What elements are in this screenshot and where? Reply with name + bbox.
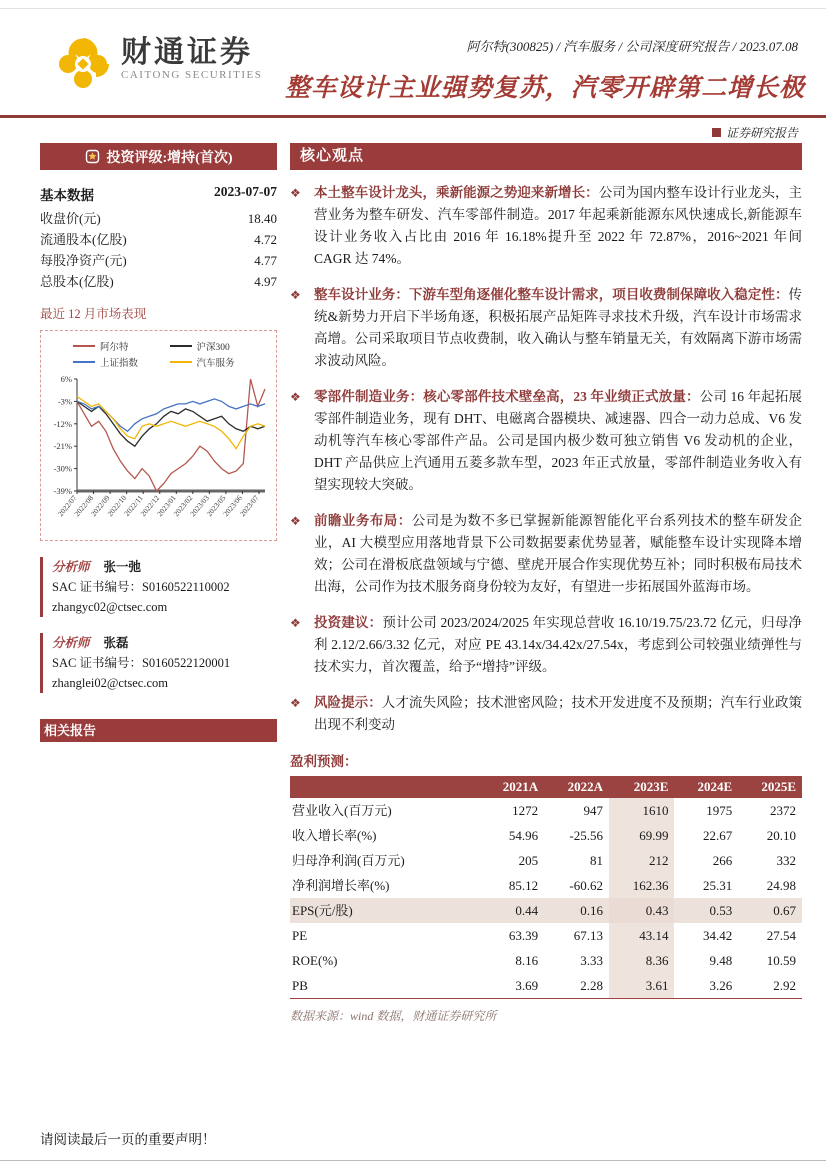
analyst-email[interactable]: zhanglei02@ctsec.com <box>52 676 168 690</box>
forecast-col-header: 2024E <box>674 776 738 798</box>
rating-banner-label: 投资评级:增持(首次) <box>106 150 233 166</box>
table-row <box>290 898 802 923</box>
core-view-lead: 整车设计业务：下游车型角逐催化整车设计需求，项目收费制保障收入稳定性： <box>314 287 789 302</box>
svg-text:2022/10: 2022/10 <box>105 493 129 519</box>
svg-text:2022/11: 2022/11 <box>122 493 145 518</box>
svg-text:2023/07: 2023/07 <box>237 493 261 519</box>
table-cell: 212 <box>609 848 674 873</box>
table-cell: 63.39 <box>508 928 539 943</box>
core-view-text <box>314 386 802 496</box>
caitong-logo-icon <box>55 36 111 97</box>
line-chart <box>45 373 270 533</box>
legend-swatch <box>170 361 192 363</box>
table-cell: 332 <box>776 853 796 868</box>
table-cell: -25.56 <box>569 828 603 843</box>
table-cell: 8.36 <box>609 948 674 973</box>
analyst-block <box>40 633 277 693</box>
market-performance-chart <box>40 330 277 541</box>
table-cell: 162.36 <box>609 873 674 898</box>
page-top-rule <box>0 8 826 9</box>
table-cell: 0.16 <box>544 898 609 923</box>
table-cell: 3.69 <box>515 978 539 993</box>
bullet-diamond-icon: ❖ <box>290 696 301 710</box>
table-cell: 收入增长率(%) <box>292 828 377 843</box>
svg-text:2023/02: 2023/02 <box>171 493 195 519</box>
analyst-name: 张一弛 <box>103 560 142 574</box>
table-cell: 1610 <box>609 798 674 823</box>
related-reports-banner: 相关报告 <box>40 719 277 742</box>
logo-zh-text: 财通证券 <box>121 36 253 69</box>
forecast-table <box>290 776 802 999</box>
basic-data-value: 4.72 <box>254 232 277 247</box>
table-cell: 3.26 <box>709 978 733 993</box>
svg-text:2023/01: 2023/01 <box>155 493 178 519</box>
basic-data-label: 流通股本(亿股) <box>40 232 127 247</box>
svg-text:2022/09: 2022/09 <box>88 493 112 519</box>
legend-label: 汽车服务 <box>196 359 235 369</box>
svg-text:2023/05: 2023/05 <box>204 493 228 519</box>
svg-text:2022/12: 2022/12 <box>138 493 162 519</box>
basic-data-row <box>40 208 277 229</box>
legend-label: 阿尔特 <box>100 343 129 353</box>
table-cell: 8.16 <box>515 953 539 968</box>
analyst-role-label: 分析师 <box>52 636 90 650</box>
table-row <box>290 973 802 999</box>
core-view-text <box>314 182 802 270</box>
svg-text:-30%: -30% <box>53 463 72 474</box>
core-view-lead: 风险提示： <box>314 695 382 710</box>
core-view-item <box>290 510 802 598</box>
legend-item <box>73 355 166 369</box>
table-row <box>290 948 802 973</box>
company-logo <box>55 36 262 97</box>
table-cell: 1272 <box>512 803 539 818</box>
analyst-email[interactable]: zhangyc02@ctsec.com <box>52 600 168 614</box>
core-view-item <box>290 284 802 372</box>
series-上证指数 <box>77 399 265 431</box>
table-cell: 85.12 <box>508 878 539 893</box>
table-cell: 266 <box>712 853 733 868</box>
basic-data-value: 4.77 <box>254 253 277 268</box>
table-cell: -60.62 <box>569 878 603 893</box>
analyst-sac-number: SAC 证书编号：S0160522110002 <box>52 580 230 594</box>
main-column <box>290 143 802 1024</box>
rating-banner <box>40 143 277 170</box>
core-view-item <box>290 612 802 678</box>
basic-data-date: 2023-07-07 <box>214 184 277 199</box>
basic-data-rows <box>40 208 277 292</box>
analyst-name-line <box>52 633 277 653</box>
analyst-block <box>40 557 277 617</box>
table-row <box>290 873 802 898</box>
basic-data-value: 4.97 <box>254 274 277 289</box>
forecast-title: 盈利预测： <box>290 754 358 769</box>
table-cell: 2.92 <box>773 978 796 993</box>
chart-legend <box>45 337 272 373</box>
table-cell: 营业收入(百万元) <box>292 803 392 818</box>
core-views-banner: 核心观点 <box>290 143 802 170</box>
table-cell: PB <box>292 978 308 993</box>
core-view-lead: 本土整车设计龙头，乘新能源之势迎来新增长： <box>314 185 599 200</box>
report-tag-label: 证券研究报告 <box>725 126 798 140</box>
analyst-name-line <box>52 557 277 577</box>
core-view-text <box>314 284 802 372</box>
table-cell: EPS(元/股) <box>290 898 479 923</box>
table-source-note: 数据来源：wind 数据，财通证券研究所 <box>290 1009 497 1023</box>
analyst-sac-number: SAC 证书编号：S0160522120001 <box>52 656 231 670</box>
table-cell: 205 <box>518 853 539 868</box>
basic-data-label: 收盘价(元) <box>40 211 101 226</box>
table-cell: 25.31 <box>702 878 733 893</box>
report-tag-square-icon <box>712 128 721 137</box>
table-cell: 0.43 <box>609 898 674 923</box>
analyst-role-label: 分析师 <box>52 560 90 574</box>
table-cell: 24.98 <box>766 878 796 893</box>
table-cell: 净利润增长率(%) <box>292 878 390 893</box>
table-cell: PE <box>292 928 308 943</box>
table-cell: 67.13 <box>573 928 603 943</box>
forecast-col-header <box>290 776 479 798</box>
table-cell: 0.53 <box>674 898 738 923</box>
table-cell: 10.59 <box>766 953 796 968</box>
bullet-diamond-icon: ❖ <box>290 616 301 630</box>
core-view-item <box>290 182 802 270</box>
legend-item <box>170 339 263 353</box>
report-type-tag <box>712 124 798 141</box>
core-view-lead: 投资建议： <box>314 615 383 630</box>
basic-data-block <box>40 184 277 292</box>
core-view-item <box>290 386 802 496</box>
header-divider <box>0 115 826 118</box>
core-view-item <box>290 692 802 736</box>
table-cell: 3.61 <box>609 973 674 999</box>
svg-text:2022/07: 2022/07 <box>55 493 79 519</box>
core-view-body: 公司为国内整车设计行业龙头，主营业务为整车研发、汽车零部件制造。2017 年起乘新能源东风快速成长,新能源车设计业务收入占比由 2016 年 16.18%提升至 2022 年 72.87%，2016~2021 年间 CAGR 达 74%。 <box>314 185 803 266</box>
core-view-text <box>314 510 802 598</box>
table-cell: 69.99 <box>609 823 674 848</box>
svg-text:-12%: -12% <box>53 418 72 429</box>
legend-swatch <box>170 345 192 347</box>
table-cell: 3.33 <box>580 953 603 968</box>
core-view-lead: 前瞻业务布局： <box>314 513 412 528</box>
table-cell: 0.44 <box>479 898 544 923</box>
basic-data-row <box>40 250 277 271</box>
table-cell: 43.14 <box>609 923 674 948</box>
svg-text:-3%: -3% <box>57 396 72 407</box>
forecast-col-header: 2023E <box>609 776 674 798</box>
svg-text:2022/08: 2022/08 <box>72 493 96 519</box>
table-row <box>290 823 802 848</box>
table-cell: 34.42 <box>702 928 733 943</box>
svg-text:6%: 6% <box>60 374 72 384</box>
table-cell: 947 <box>583 803 603 818</box>
table-cell: 0.67 <box>738 898 802 923</box>
analyst-name: 张磊 <box>103 636 129 650</box>
legend-swatch <box>73 345 95 347</box>
table-cell: 27.54 <box>766 928 796 943</box>
table-cell: 2372 <box>770 803 796 818</box>
report-title: 整车设计主业强势复苏，汽零开辟第二增长极 <box>285 75 806 102</box>
basic-data-row <box>40 271 277 292</box>
basic-data-row <box>40 229 277 250</box>
basic-data-title: 基本数据 <box>40 188 94 203</box>
table-cell: 81 <box>589 853 603 868</box>
series-阿尔特 <box>77 379 265 491</box>
basic-data-label: 每股净资产(元) <box>40 253 127 268</box>
core-view-lead: 零部件制造业务：核心零部件技术壁垒高，23 年业绩正式放量： <box>314 389 700 404</box>
page-bottom-rule <box>0 1160 826 1161</box>
svg-text:-39%: -39% <box>53 486 72 496</box>
core-view-body: 预计公司 2023/2024/2025 年实现总营收 16.10/19.75/23.72 亿元，归母净利 2.12/2.66/3.32 亿元，对应 PE 43.14x/34.42x/27.54x，考虑到公司较强业绩弹性与技术实力，首次覆盖，给予“增持”评级。 <box>314 615 802 674</box>
core-view-body: 人才流失风险；技术泄密风险；技术开发进度不及预期；汽车行业政策出现不利变动 <box>314 695 803 732</box>
core-views-list <box>290 182 802 736</box>
svg-text:2023/06: 2023/06 <box>221 493 244 519</box>
core-view-text <box>314 692 802 736</box>
table-cell: 54.96 <box>508 828 539 843</box>
table-cell: 20.10 <box>766 828 796 843</box>
basic-data-label: 总股本(亿股) <box>40 274 114 289</box>
legend-label: 沪深300 <box>196 343 230 353</box>
legend-item <box>73 339 166 353</box>
legend-label: 上证指数 <box>100 359 139 369</box>
bullet-diamond-icon: ❖ <box>290 390 301 404</box>
table-cell: 22.67 <box>702 828 733 843</box>
table-cell: 归母净利润(百万元) <box>292 853 405 868</box>
core-view-text <box>314 612 802 678</box>
table-cell: 2.28 <box>580 978 603 993</box>
market-performance-title: 最近 12 月市场表现 <box>40 307 147 321</box>
svg-text:2023/03: 2023/03 <box>188 493 211 519</box>
forecast-table-header <box>290 776 802 798</box>
sidebar <box>40 143 277 742</box>
core-view-body: 公司 16 年起拓展零部件制造业务，现有 DHT、电磁离合器模块、减速器、四合一动力总成、V6 发动机等汽车核心零部件产品。公司是国内极少数可独立销售 V6 发动机的企业，DHT 产品供应上汽通用五菱多款车型，2023 年正式放量，零部件制造业务收入有望实现较大突破。 <box>314 389 803 492</box>
footer-disclaimer: 请阅读最后一页的重要声明！ <box>40 1132 216 1147</box>
table-row <box>290 848 802 873</box>
table-row <box>290 923 802 948</box>
bullet-diamond-icon: ❖ <box>290 514 301 528</box>
bullet-diamond-icon: ❖ <box>290 288 301 302</box>
table-cell: ROE(%) <box>292 953 338 968</box>
logo-en-text: CAITONG SECURITIES <box>121 69 263 81</box>
rating-badge-icon <box>85 149 100 164</box>
legend-swatch <box>73 361 95 363</box>
forecast-col-header: 2025E <box>738 776 802 798</box>
table-row <box>290 798 802 823</box>
core-view-body: 传统&新势力开启下半场角逐，积极拓展产品矩阵寻求技术升级，汽车设计市场需求高增。公司采取项目节点收费制，收入确认与整车销量无关，有效隔离下游市场需求波动风险。 <box>314 287 802 368</box>
bullet-diamond-icon: ❖ <box>290 186 301 200</box>
legend-item <box>170 355 263 369</box>
table-cell: 9.48 <box>709 953 733 968</box>
core-view-body: 公司是为数不多已掌握新能源智能化平台系列技术的整车研发企业，AI 大模型应用落地背景下公司数据要素优势显著，赋能整车设计实现降本增效；公司在滑板底盘领域与宁德、壁虎开展合作实现优势互补；同时积极布局技术出海，公司作为技术服务商身份较为友好，有望进一步拓展国外蓝海市场。 <box>314 513 803 594</box>
analysts-block <box>40 557 277 693</box>
series-汽车服务 <box>77 396 265 448</box>
basic-data-value: 18.40 <box>247 211 277 226</box>
forecast-col-header: 2021A <box>479 776 544 798</box>
report-meta-line: 阿尔特(300825) / 汽车服务 / 公司深度研究报告 / 2023.07.08 <box>466 39 798 54</box>
table-cell: 1975 <box>706 803 733 818</box>
svg-text:-21%: -21% <box>53 441 72 452</box>
forecast-col-header: 2022A <box>544 776 609 798</box>
